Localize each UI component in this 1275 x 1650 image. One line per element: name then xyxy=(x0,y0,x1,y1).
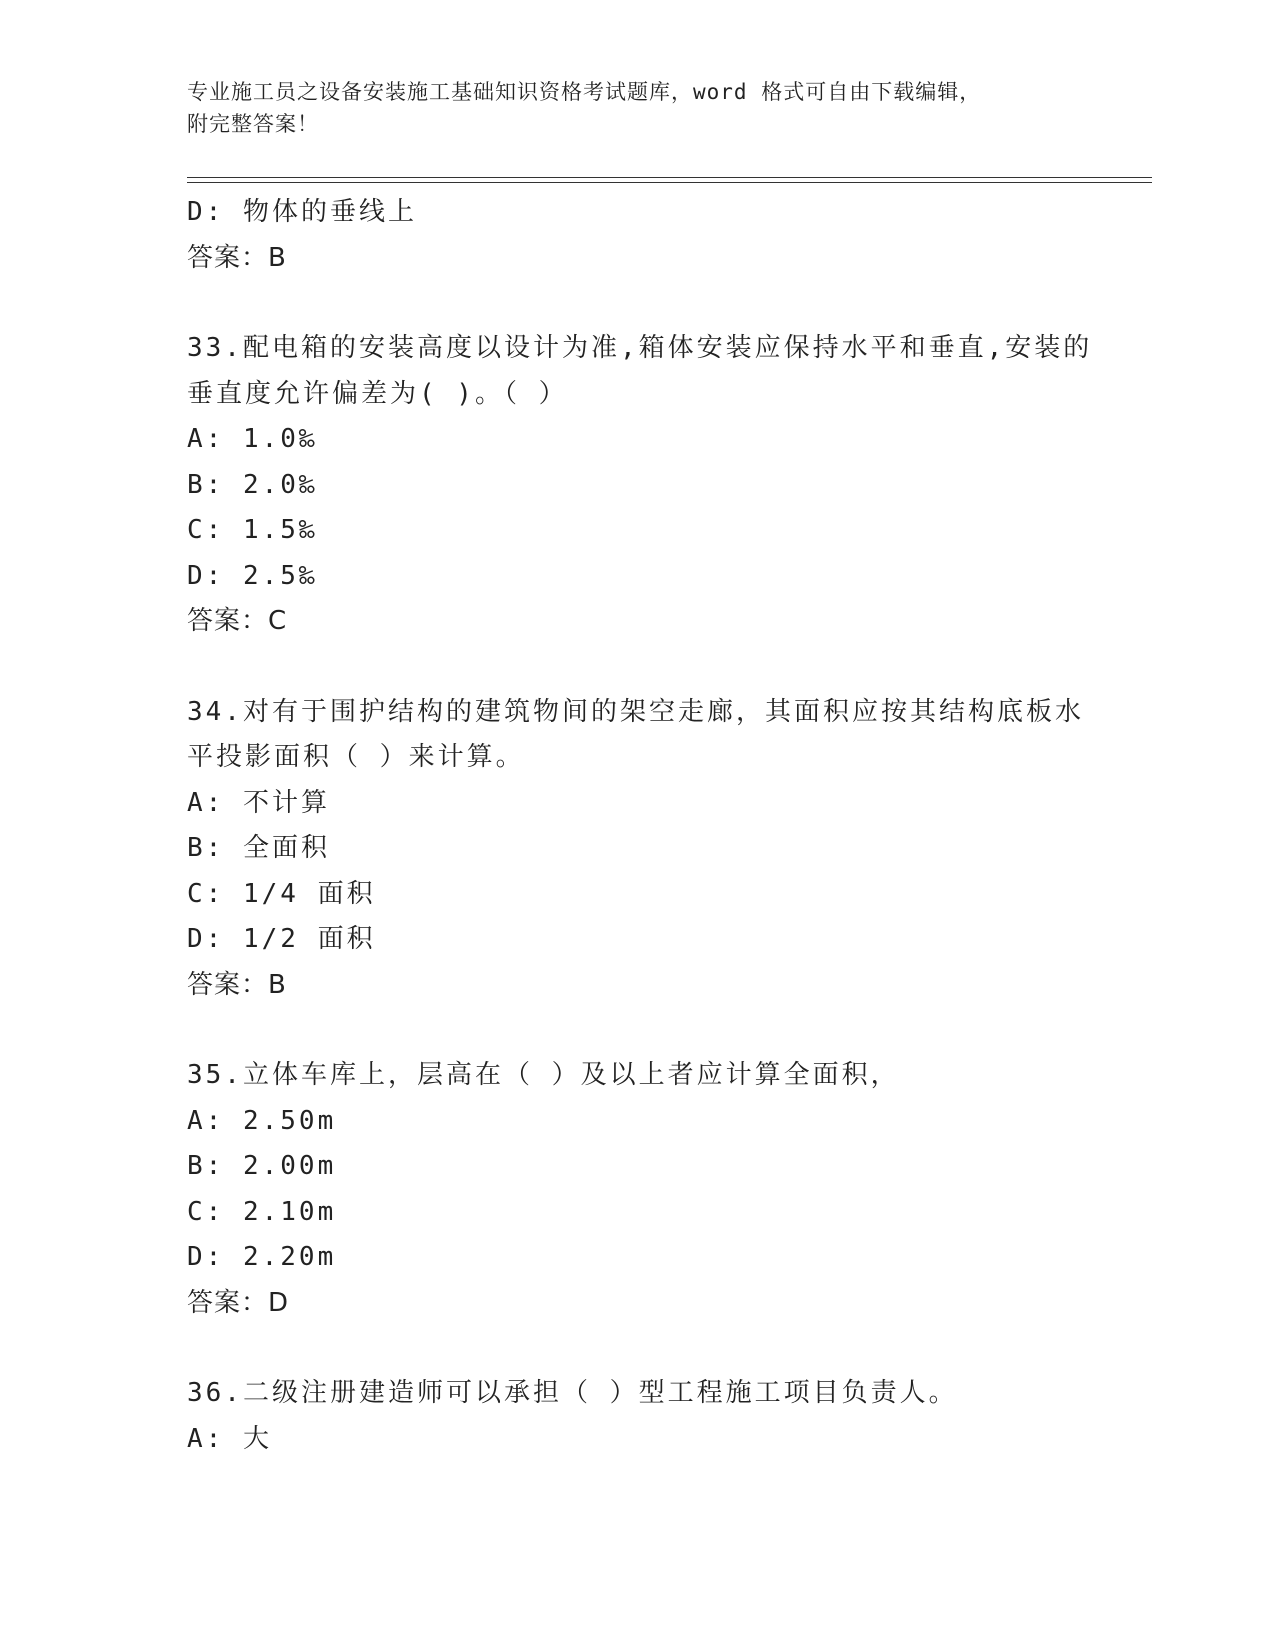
page-header xyxy=(187,76,1087,140)
header-line-2: 附完整答案！ xyxy=(187,112,319,136)
question-35 xyxy=(187,1053,1087,1326)
question-36 xyxy=(187,1371,1087,1462)
option-a: A: 大 xyxy=(187,1423,272,1454)
option-b: B: 2.0‰ xyxy=(187,469,318,500)
option-a: A: 不计算 xyxy=(187,787,330,818)
option-c: C: 1.5‰ xyxy=(187,515,318,545)
option-b: B: 全面积 xyxy=(187,833,330,863)
option-d: D: 物体的垂线上 xyxy=(187,197,417,227)
answer-line: 答案：C xyxy=(187,606,288,636)
option-c: C: 2.10m xyxy=(187,1196,337,1227)
answer-line: 答案：B xyxy=(187,969,287,1000)
option-a: A: 2.50m xyxy=(187,1105,337,1136)
question-34 xyxy=(187,690,1087,1009)
header-divider-bottom xyxy=(187,182,1152,183)
option-d: D: 1/2 面积 xyxy=(187,924,376,954)
question-stem-line: 34.对有于围护结构的建筑物间的架空走廊，其面积应按其结构底板水 xyxy=(187,696,1084,727)
question-stem-line: 平投影面积（ ）来计算。 xyxy=(187,742,525,772)
question-33 xyxy=(187,326,1093,645)
option-a: A: 1.0‰ xyxy=(187,424,318,454)
option-d: D: 2.20m xyxy=(187,1242,337,1272)
question-stem-line: 33.配电箱的安装高度以设计为准,箱体安装应保持水平和垂直,安装的 xyxy=(187,333,1093,363)
question-stem-line: 36.二级注册建造师可以承担（ ）型工程施工项目负责人。 xyxy=(187,1378,958,1408)
header-divider-top xyxy=(187,177,1152,178)
question-stem-line: 35.立体车库上，层高在（ ）及以上者应计算全面积， xyxy=(187,1060,900,1090)
option-c: C: 1/4 面积 xyxy=(187,878,376,909)
answer-line: 答案：D xyxy=(187,1287,290,1318)
question-stem-line: 垂直度允许偏差为( )。（ ） xyxy=(187,378,568,409)
option-b: B: 2.00m xyxy=(187,1151,337,1181)
answer-line: 答案：B xyxy=(187,242,287,273)
option-d: D: 2.5‰ xyxy=(187,560,318,591)
header-line-1: 专业施工员之设备安装施工基础知识资格考试题库，word 格式可自由下载编辑， xyxy=(187,80,982,104)
document-body xyxy=(187,190,1093,1462)
